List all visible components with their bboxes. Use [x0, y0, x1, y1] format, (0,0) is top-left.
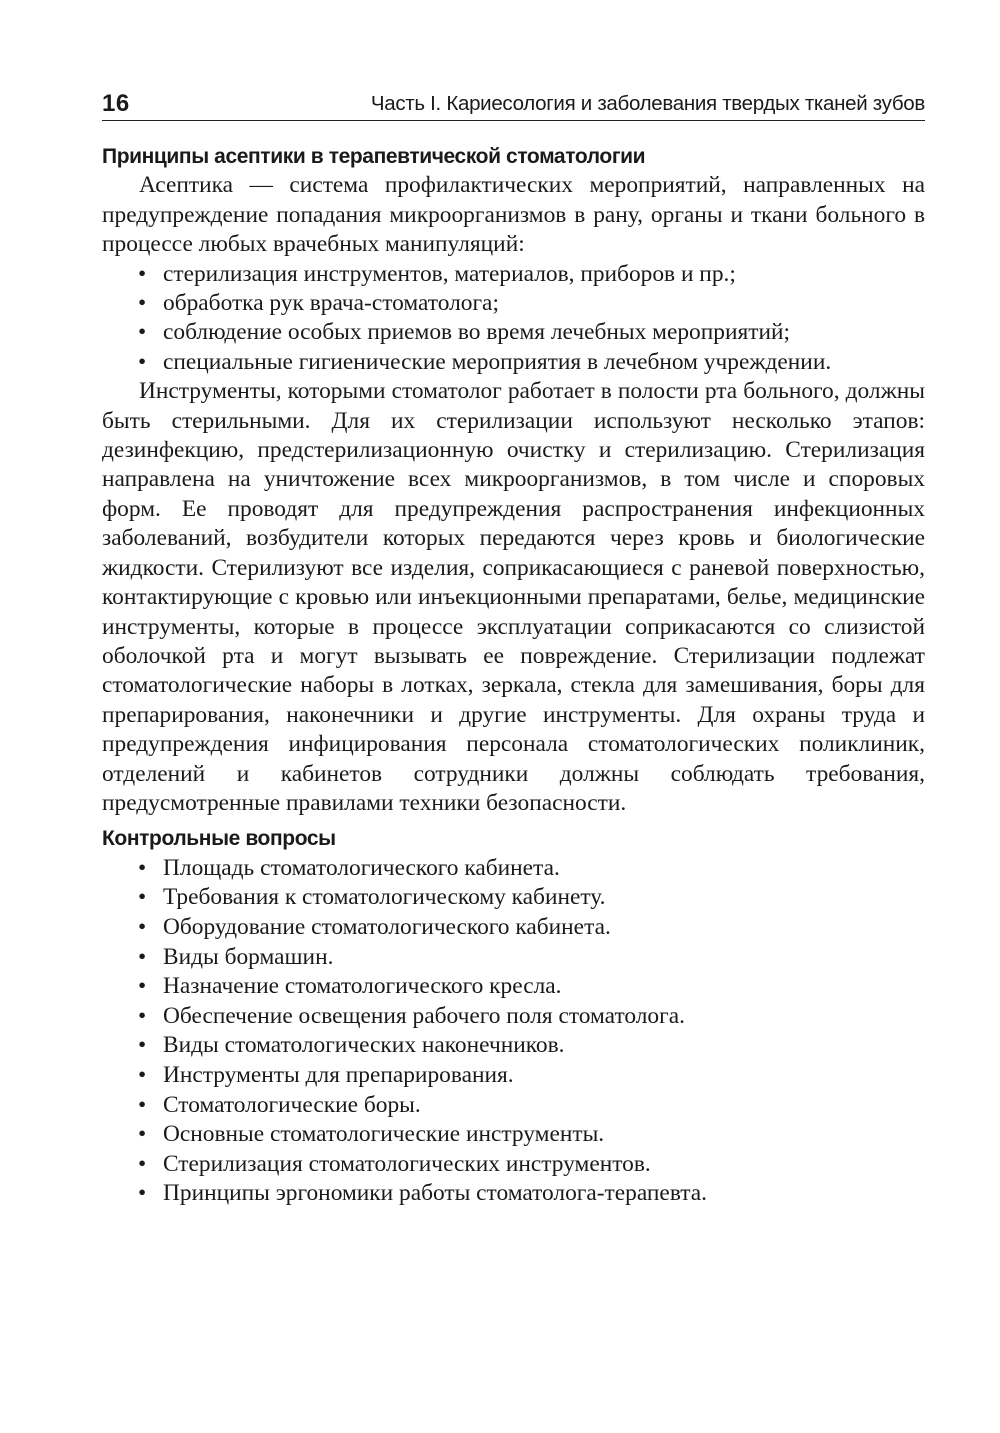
list-item-text: соблюдение особых приемов во время лечебных мероприятий; [163, 319, 790, 346]
question-text: Инструменты для препарирования. [163, 1061, 514, 1088]
list-item [102, 289, 925, 318]
bullet-glyph: • [138, 348, 147, 375]
section-title-asepsis: Принципы асептики в терапевтической стоматологии [102, 145, 646, 168]
bullet-glyph: • [138, 913, 147, 940]
list-item [102, 1031, 925, 1061]
list-item-text: стерилизация инструментов, материалов, приборов и пр.; [163, 260, 736, 287]
asepsis-list [102, 260, 925, 378]
list-item [102, 972, 925, 1002]
list-item [102, 348, 925, 377]
running-head [102, 86, 925, 121]
bullet-glyph: • [138, 854, 147, 881]
question-text: Принципы эргономики работы стоматолога-терапевта. [163, 1180, 708, 1207]
bullet-glyph: • [138, 1121, 147, 1148]
bullet-glyph: • [138, 1032, 147, 1059]
list-item [102, 1002, 925, 1032]
list-item-text: специальные гигиенические мероприятия в лечебном учреждении. [163, 348, 832, 375]
section-title-questions: Контрольные вопросы [102, 827, 336, 851]
bullet-glyph: • [138, 973, 147, 1000]
list-item [102, 913, 925, 943]
question-text: Оборудование стоматологического кабинета. [163, 913, 611, 940]
list-item [102, 1150, 925, 1180]
page-content [102, 142, 925, 1209]
list-item [102, 943, 925, 973]
bullet-glyph: • [138, 260, 147, 287]
bullet-glyph: • [138, 319, 147, 346]
question-text: Виды стоматологических наконечников. [163, 1032, 565, 1059]
bullet-glyph: • [138, 290, 147, 317]
question-text: Обеспечение освещения рабочего поля стоматолога. [163, 1002, 685, 1029]
bullet-glyph: • [138, 1061, 147, 1088]
running-title: Часть I. Кариесология и заболевания твердых тканей зубов [370, 92, 925, 115]
list-item [102, 854, 925, 884]
question-text: Стоматологические боры. [163, 1091, 421, 1118]
question-text: Назначение стоматологического кресла. [163, 973, 562, 1000]
question-text: Требования к стоматологическому кабинету. [163, 884, 606, 911]
list-item [102, 883, 925, 913]
list-item [102, 1091, 925, 1121]
body-paragraph: Инструменты, которыми стоматолог работает в полости рта больного, должны быть стерильными. Для их стерилизации используют несколько этапов: дезинфекцию, предстерилизационную очистку и стерилизацию. Стерилизация направлена на уничтожение всех микроорганизмов, в том числе и споровых форм. Ее проводят для предупреждения распространения инфекционных заболеваний, возбудители которых передаются через кровь и биологические жидкости. Стерилизуют все изделия, соприкасающиеся с раневой поверхностью, контактирующие с кровью или инъекционными препаратами, белье, медицинские инструменты, которые в процессе эксплуатации соприкасаются со слизистой оболочкой рта и могут вызывать ее повреждение. Стерилизации подлежат стоматологические наборы в лотках, зеркала, стекла для замешивания, боры для препарирования, наконечники и другие инструменты. Для охраны труда и предупреждения инфицирования персонала стоматологических поликлиник, отделений и кабинетов сотрудники должны соблюдать требования, предусмотренные правилами техники безопасности. [102, 378, 925, 816]
question-text: Виды бормашин. [163, 943, 334, 970]
bullet-glyph: • [138, 884, 147, 911]
list-item [102, 1061, 925, 1091]
question-text: Стерилизация стоматологических инструментов. [163, 1150, 651, 1177]
list-item-text: обработка рук врача-стоматолога; [163, 290, 499, 317]
bullet-glyph: • [138, 1180, 147, 1207]
list-item [102, 1120, 925, 1150]
list-item [102, 1179, 925, 1209]
list-item [102, 260, 925, 289]
bullet-glyph: • [138, 1150, 147, 1177]
list-item [102, 318, 925, 347]
question-text: Основные стоматологические инструменты. [163, 1121, 605, 1148]
bullet-glyph: • [138, 1002, 147, 1029]
intro-paragraph: Асептика — система профилактических мероприятий, направленных на предупреждение попадания микроорганизмов в рану, органы и ткани больного в процессе любых врачебных манипуляций: [102, 172, 925, 258]
page-number: 16 [102, 90, 130, 117]
bullet-glyph: • [138, 943, 147, 970]
bullet-glyph: • [138, 1091, 147, 1118]
question-text: Площадь стоматологического кабинета. [163, 854, 560, 881]
questions-list [102, 854, 925, 1209]
